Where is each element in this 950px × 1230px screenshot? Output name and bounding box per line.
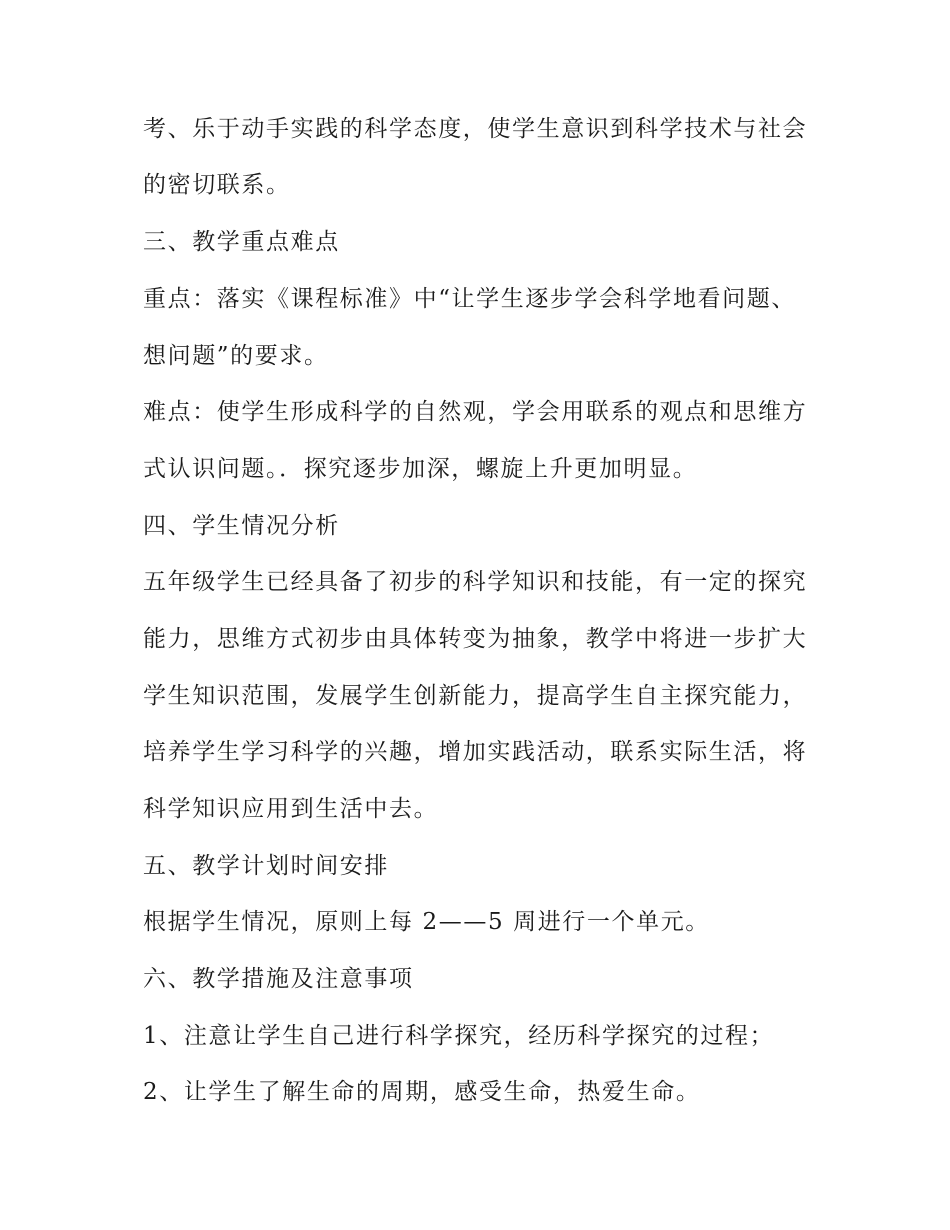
section-heading: 四、学生情况分析 [143, 513, 340, 539]
paragraph-line: 学生知识范围，发展学生创新能力，提高学生自主探究能力， [143, 683, 808, 709]
paragraph-line: 难点：使学生形成科学的自然观，学会用联系的观点和思维方 [143, 399, 808, 425]
paragraph-line: 五年级学生已经具备了初步的科学知识和技能，有一定的探究 [143, 569, 808, 595]
paragraph-line: 科学知识应用到生活中去。 [143, 796, 439, 822]
paragraph-line: 培养学生学习科学的兴趣，增加实践活动，联系实际生活，将 [143, 739, 808, 765]
section-heading: 六、教学措施及注意事项 [143, 966, 414, 992]
paragraph-line: 根据学生情况，原则上每 2——5 周进行一个单元。 [143, 909, 710, 935]
paragraph-line: 式认识问题。．探究逐步加深，螺旋上升更加明显。 [143, 456, 698, 482]
section-heading: 三、教学重点难点 [143, 229, 340, 255]
section-heading: 五、教学计划时间安排 [143, 853, 389, 879]
paragraph-line: 的密切联系。 [143, 172, 291, 198]
list-item: 2、让学生了解生命的周期，感受生命，热爱生命。 [143, 1079, 701, 1105]
paragraph-line: 重点：落实《课程标准》中“让学生逐步学会科学地看问题、 [143, 286, 796, 312]
paragraph-line: 能力，思维方式初步由具体转变为抽象，教学中将进一步扩大 [143, 626, 808, 652]
paragraph-line: 考、乐于动手实践的科学态度，使学生意识到科学技术与社会 [143, 116, 808, 142]
list-item: 1、注意让学生自己进行科学探究，经历科学探究的过程； [143, 1023, 775, 1049]
paragraph-line: 想问题”的要求。 [143, 343, 329, 369]
